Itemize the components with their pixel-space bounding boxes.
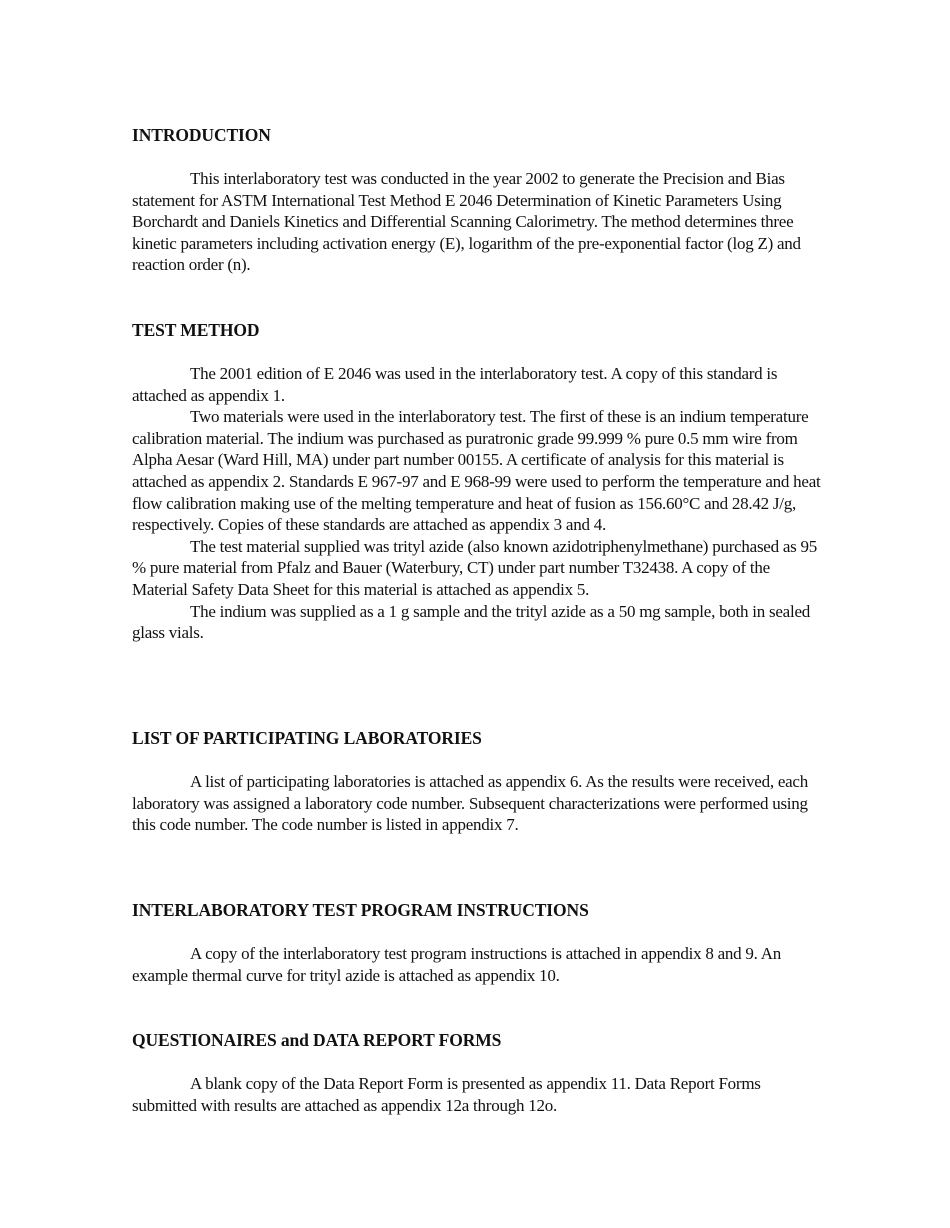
section-heading: TEST METHOD <box>132 320 260 340</box>
paragraph: A blank copy of the Data Report Form is presented as appendix 11. Data Report Forms submitted with results are attached as appendix 12a through 12o. <box>132 1074 761 1115</box>
paragraph: The 2001 edition of E 2046 was used in the interlaboratory test. A copy of this standard is attached as appendix 1. <box>132 364 778 405</box>
paragraph: This interlaboratory test was conducted in the year 2002 to generate the Precision and Bias statement for ASTM International Test Method E 2046 Determination of Kinetic Parameters Using Borchardt and Daniels Kinetics and Differential Scanning Calorimetry. The method determines three kinetic parameters including activation energy (E), logarithm of the pre-exponential factor (log Z) and reaction order (n). <box>132 169 801 275</box>
section-heading: QUESTIONAIRES and DATA REPORT FORMS <box>132 1030 502 1050</box>
section-heading: LIST OF PARTICIPATING LABORATORIES <box>132 728 482 748</box>
section-data-report-forms <box>132 1029 822 1116</box>
paragraph: A copy of the interlaboratory test program instructions is attached in appendix 8 and 9. An example thermal curve for trityl azide is attached as appendix 10. <box>132 944 781 985</box>
paragraph: The indium was supplied as a 1 g sample and the trityl azide as a 50 mg sample, both in sealed glass vials. <box>132 601 810 643</box>
paragraph: Two materials were used in the interlaboratory test. The first of these is an indium temperature calibration material. The indium was purchased as puratronic grade 99.999 % pure 0.5 mm wire from Alpha Aesar (Ward Hill, MA) under part number 00155. A certificate of analysis for this material is attached as appendix 2. Standards E 967-97 and E 968-99 were used to perform the temperature and heat flow calibration making use of the melting temperature and heat of fusion as 156.60°C and 28.42 J/g, respectively. Copies of these standards are attached as appendix 3 and 4. <box>132 407 821 535</box>
section-heading: INTRODUCTION <box>132 125 271 145</box>
section-participating-laboratories <box>132 727 822 836</box>
section-heading: INTERLABORATORY TEST PROGRAM INSTRUCTIONS <box>132 900 589 920</box>
paragraph: The test material supplied was trityl azide (also known azidotriphenylmethane) purchased as 95 % pure material from Pfalz and Bauer (Waterbury, CT) under part number T32438. A copy of the Material Safety Data Sheet for this material is attached as appendix 5. <box>132 536 818 599</box>
section-introduction <box>132 124 822 276</box>
paragraph: A list of participating laboratories is attached as appendix 6. As the results were received, each laboratory was assigned a laboratory code number. Subsequent characterizations were performed using this code number. The code number is listed in appendix 7. <box>132 772 808 835</box>
section-test-method <box>132 319 822 644</box>
section-test-program-instructions <box>132 899 822 986</box>
